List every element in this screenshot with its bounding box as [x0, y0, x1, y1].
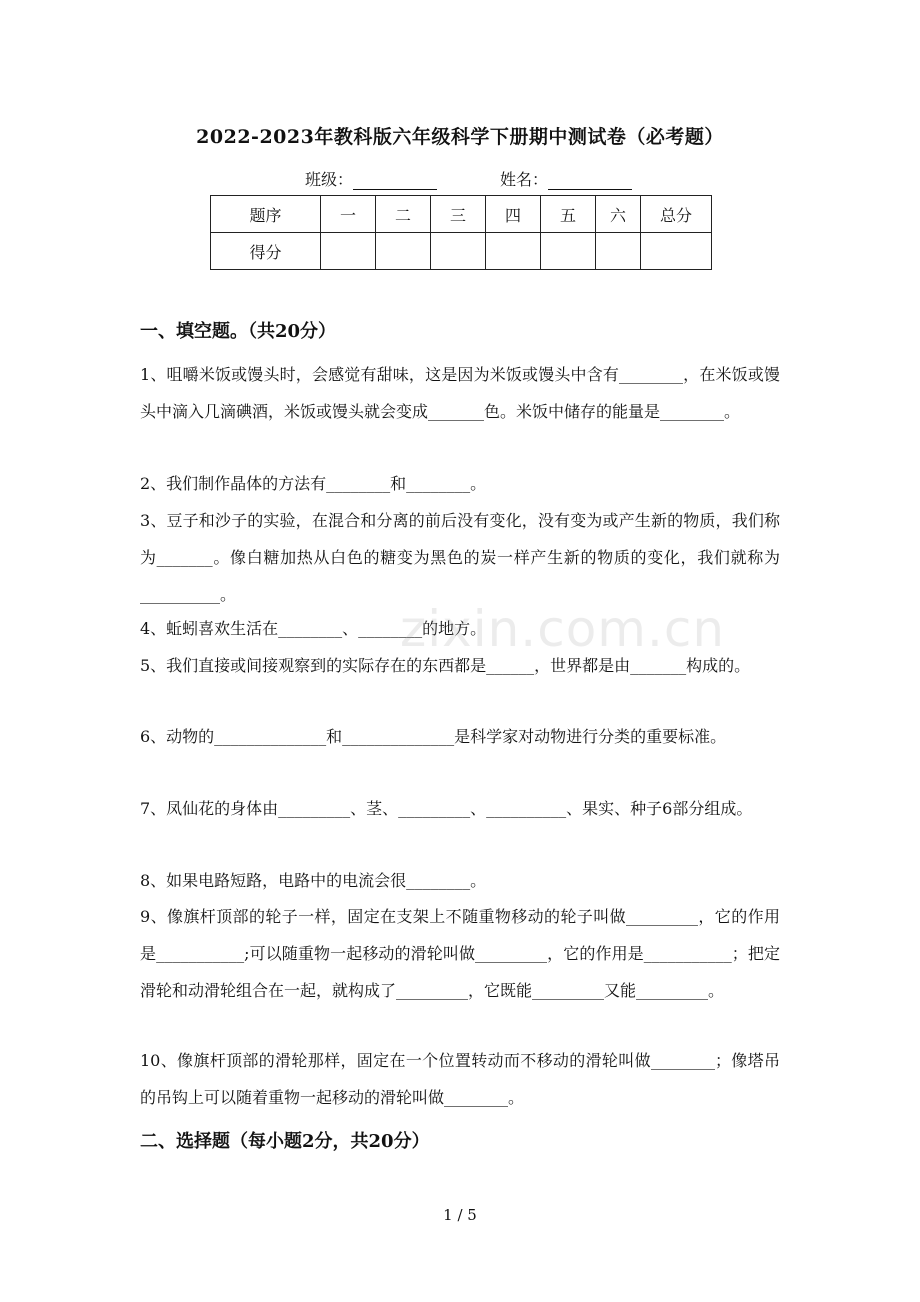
score-table — [210, 195, 712, 270]
score-row — [211, 233, 712, 270]
name-blank — [548, 171, 632, 190]
question-7: 7、凤仙花的身体由_________、茎、_________、__________、果实、种子6部分组成。 — [140, 799, 753, 818]
score-cell — [641, 233, 712, 270]
watermark: zixin.com.cn — [400, 600, 726, 658]
question-10: 10、像旗杆顶部的滑轮那样，固定在一个位置转动而不移动的滑轮叫做________；像塔吊的吊钩上可以随着重物一起移动的滑轮叫做________。 — [140, 1051, 780, 1107]
score-header-cell: 总分 — [641, 196, 712, 233]
question-8: 8、如果电路短路，电路中的电流会很________。 — [140, 871, 487, 890]
score-cell — [376, 233, 431, 270]
name-field — [500, 167, 632, 190]
score-cell — [596, 233, 641, 270]
score-header-cell: 四 — [486, 196, 541, 233]
name-label: 姓名： — [500, 170, 549, 189]
question-4: 4、蚯蚓喜欢生活在________、________的地方。 — [140, 619, 487, 638]
score-header-row — [211, 196, 712, 233]
page-number: 1 / 5 — [443, 1206, 477, 1224]
score-cell — [431, 233, 486, 270]
score-header-cell: 六 — [596, 196, 641, 233]
score-header-cell: 二 — [376, 196, 431, 233]
score-header-cell: 五 — [541, 196, 596, 233]
score-header-cell: 一 — [321, 196, 376, 233]
class-blank — [353, 171, 437, 190]
section-1-heading: 一、填空题。（共20分） — [140, 321, 337, 342]
section-2-heading: 二、选择题（每小题2分，共20分） — [140, 1131, 430, 1152]
question-9: 9、像旗杆顶部的轮子一样，固定在支架上不随重物移动的轮子叫做_________，它的作用是___________;可以随重物一起移动的滑轮叫做_________，它的作用是___________；把定滑轮和动滑轮组合在一起，就构成了_________，它既能_________又能_________。 — [140, 907, 780, 1000]
score-row-label: 得分 — [211, 233, 321, 270]
page-title: 2022-2023年教科版六年级科学下册期中测试卷（必考题） — [196, 126, 724, 148]
score-header-cell: 三 — [431, 196, 486, 233]
question-6: 6、动物的______________和______________是科学家对动物进行分类的重要标准。 — [140, 727, 727, 746]
class-label: 班级： — [305, 170, 354, 189]
question-1: 1、咀嚼米饭或馒头时，会感觉有甜味，这是因为米饭或馒头中含有________，在米饭或馒头中滴入几滴碘酒，米饭或馒头就会变成_______色。米饭中储存的能量是________。 — [140, 365, 780, 421]
question-3: 3、豆子和沙子的实验，在混合和分离的前后没有变化，没有变为或产生新的物质，我们称为_______。像白糖加热从白色的糖变为黑色的炭一样产生新的物质的变化，我们就称为__________。 — [140, 511, 780, 604]
question-5: 5、我们直接或间接观察到的实际存在的东西都是______，世界都是由_______构成的。 — [140, 656, 751, 675]
score-cell — [321, 233, 376, 270]
question-2: 2、我们制作晶体的方法有________和________。 — [140, 474, 487, 493]
score-cell — [541, 233, 596, 270]
score-cell — [486, 233, 541, 270]
score-header-cell: 题序 — [211, 196, 321, 233]
class-field — [305, 167, 437, 190]
